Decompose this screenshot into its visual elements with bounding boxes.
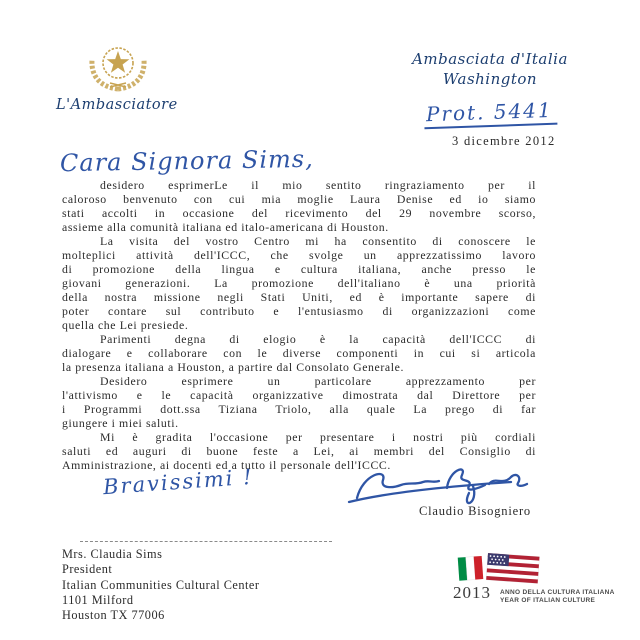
embassy-city: Washington <box>442 70 538 88</box>
body-line: di promozione della lingua e cultura italiana, anche presso le <box>62 262 536 276</box>
body-line: stati accolti in occasione del ricevimento del 29 novembre scorso, <box>62 206 536 220</box>
body-line: dialogare e collaborare con le diverse componenti in cui si articola <box>62 346 536 360</box>
recipient-line: Mrs. Claudia Sims <box>62 547 163 561</box>
italy-emblem-icon <box>84 42 152 92</box>
letter-body <box>62 178 536 472</box>
recipient-line: Italian Communities Cultural Center <box>62 577 260 592</box>
body-line: quella che Lei presiede. <box>62 318 189 332</box>
salutation: Cara Signora Sims, <box>59 144 314 178</box>
body-line: l'attivismo e le capacità organizzative dimostrata dal Direttore per <box>62 388 536 402</box>
body-line: desidero esprimerLe il mio sentito ringraziamento per il <box>100 178 536 192</box>
body-line: giovani generazioni. La promozione dell'italiano è una priorità <box>62 276 536 290</box>
body-line: Mi è gradita l'occasione per presentare i nostri più cordiali <box>100 430 536 444</box>
body-line: saluti ed auguri di buone feste a Lei, ai membri del Consiglio di <box>62 444 536 458</box>
body-line: Amministrazione, ai docenti ed a tutto il personale dell'ICCC. <box>62 458 391 472</box>
body-line: della nostra missione negli Stati Uniti, ed è importante sapere di <box>62 290 536 304</box>
recipient-line: President <box>62 562 113 577</box>
year-of-culture-logo <box>443 553 639 613</box>
embassy-name: Ambasciata d'Italia <box>412 50 568 68</box>
body-line: assieme alla comunità italiana ed italo-americana di Houston. <box>62 220 389 234</box>
separator-line <box>80 541 332 542</box>
body-line: Desidero esprimere un particolare apprezzamento per <box>100 374 536 388</box>
recipient-block <box>62 547 259 623</box>
signature-name: Claudio Bisogniero <box>419 504 531 518</box>
body-line: molteplici attività dell'ICCC, che svolge un apprezzatissimo lavoro <box>62 248 536 262</box>
body-line: caloroso benvenuto con cui mia moglie Laura Denise ed io siamo <box>62 192 536 206</box>
logo-year: 2013 <box>453 583 491 602</box>
embassy-letterhead <box>405 49 575 89</box>
protocol-number: Prot. 5441 <box>424 98 558 130</box>
letter-date: 3 dicembre 2012 <box>452 134 556 148</box>
body-line: La visita del vostro Centro mi ha consentito di conoscere le <box>100 234 536 248</box>
body-line: poter contare sul contributo e l'entusiasmo di organizzazioni come <box>62 304 536 318</box>
handwritten-note: Bravissimi ! <box>102 464 255 500</box>
body-line: la presenza italiana a Houston, a partire dal Consolato Generale. <box>62 360 404 374</box>
body-line: Parimenti degna di elogio è la capacità dell'ICCC di <box>100 332 536 346</box>
recipient-line: Houston TX 77006 <box>62 608 165 623</box>
body-line: giungere i miei saluti. <box>62 416 179 430</box>
body-line: i Programmi dott.ssa Tiziana Triolo, alla quale La prego di far <box>62 402 536 416</box>
recipient-line: 1101 Milford <box>62 592 134 607</box>
logo-caption-italian: ANNO DELLA CULTURA ITALIANA <box>500 589 615 596</box>
logo-caption-english: YEAR OF ITALIAN CULTURE <box>500 597 596 604</box>
sender-title: L'Ambasciatore <box>56 97 178 113</box>
